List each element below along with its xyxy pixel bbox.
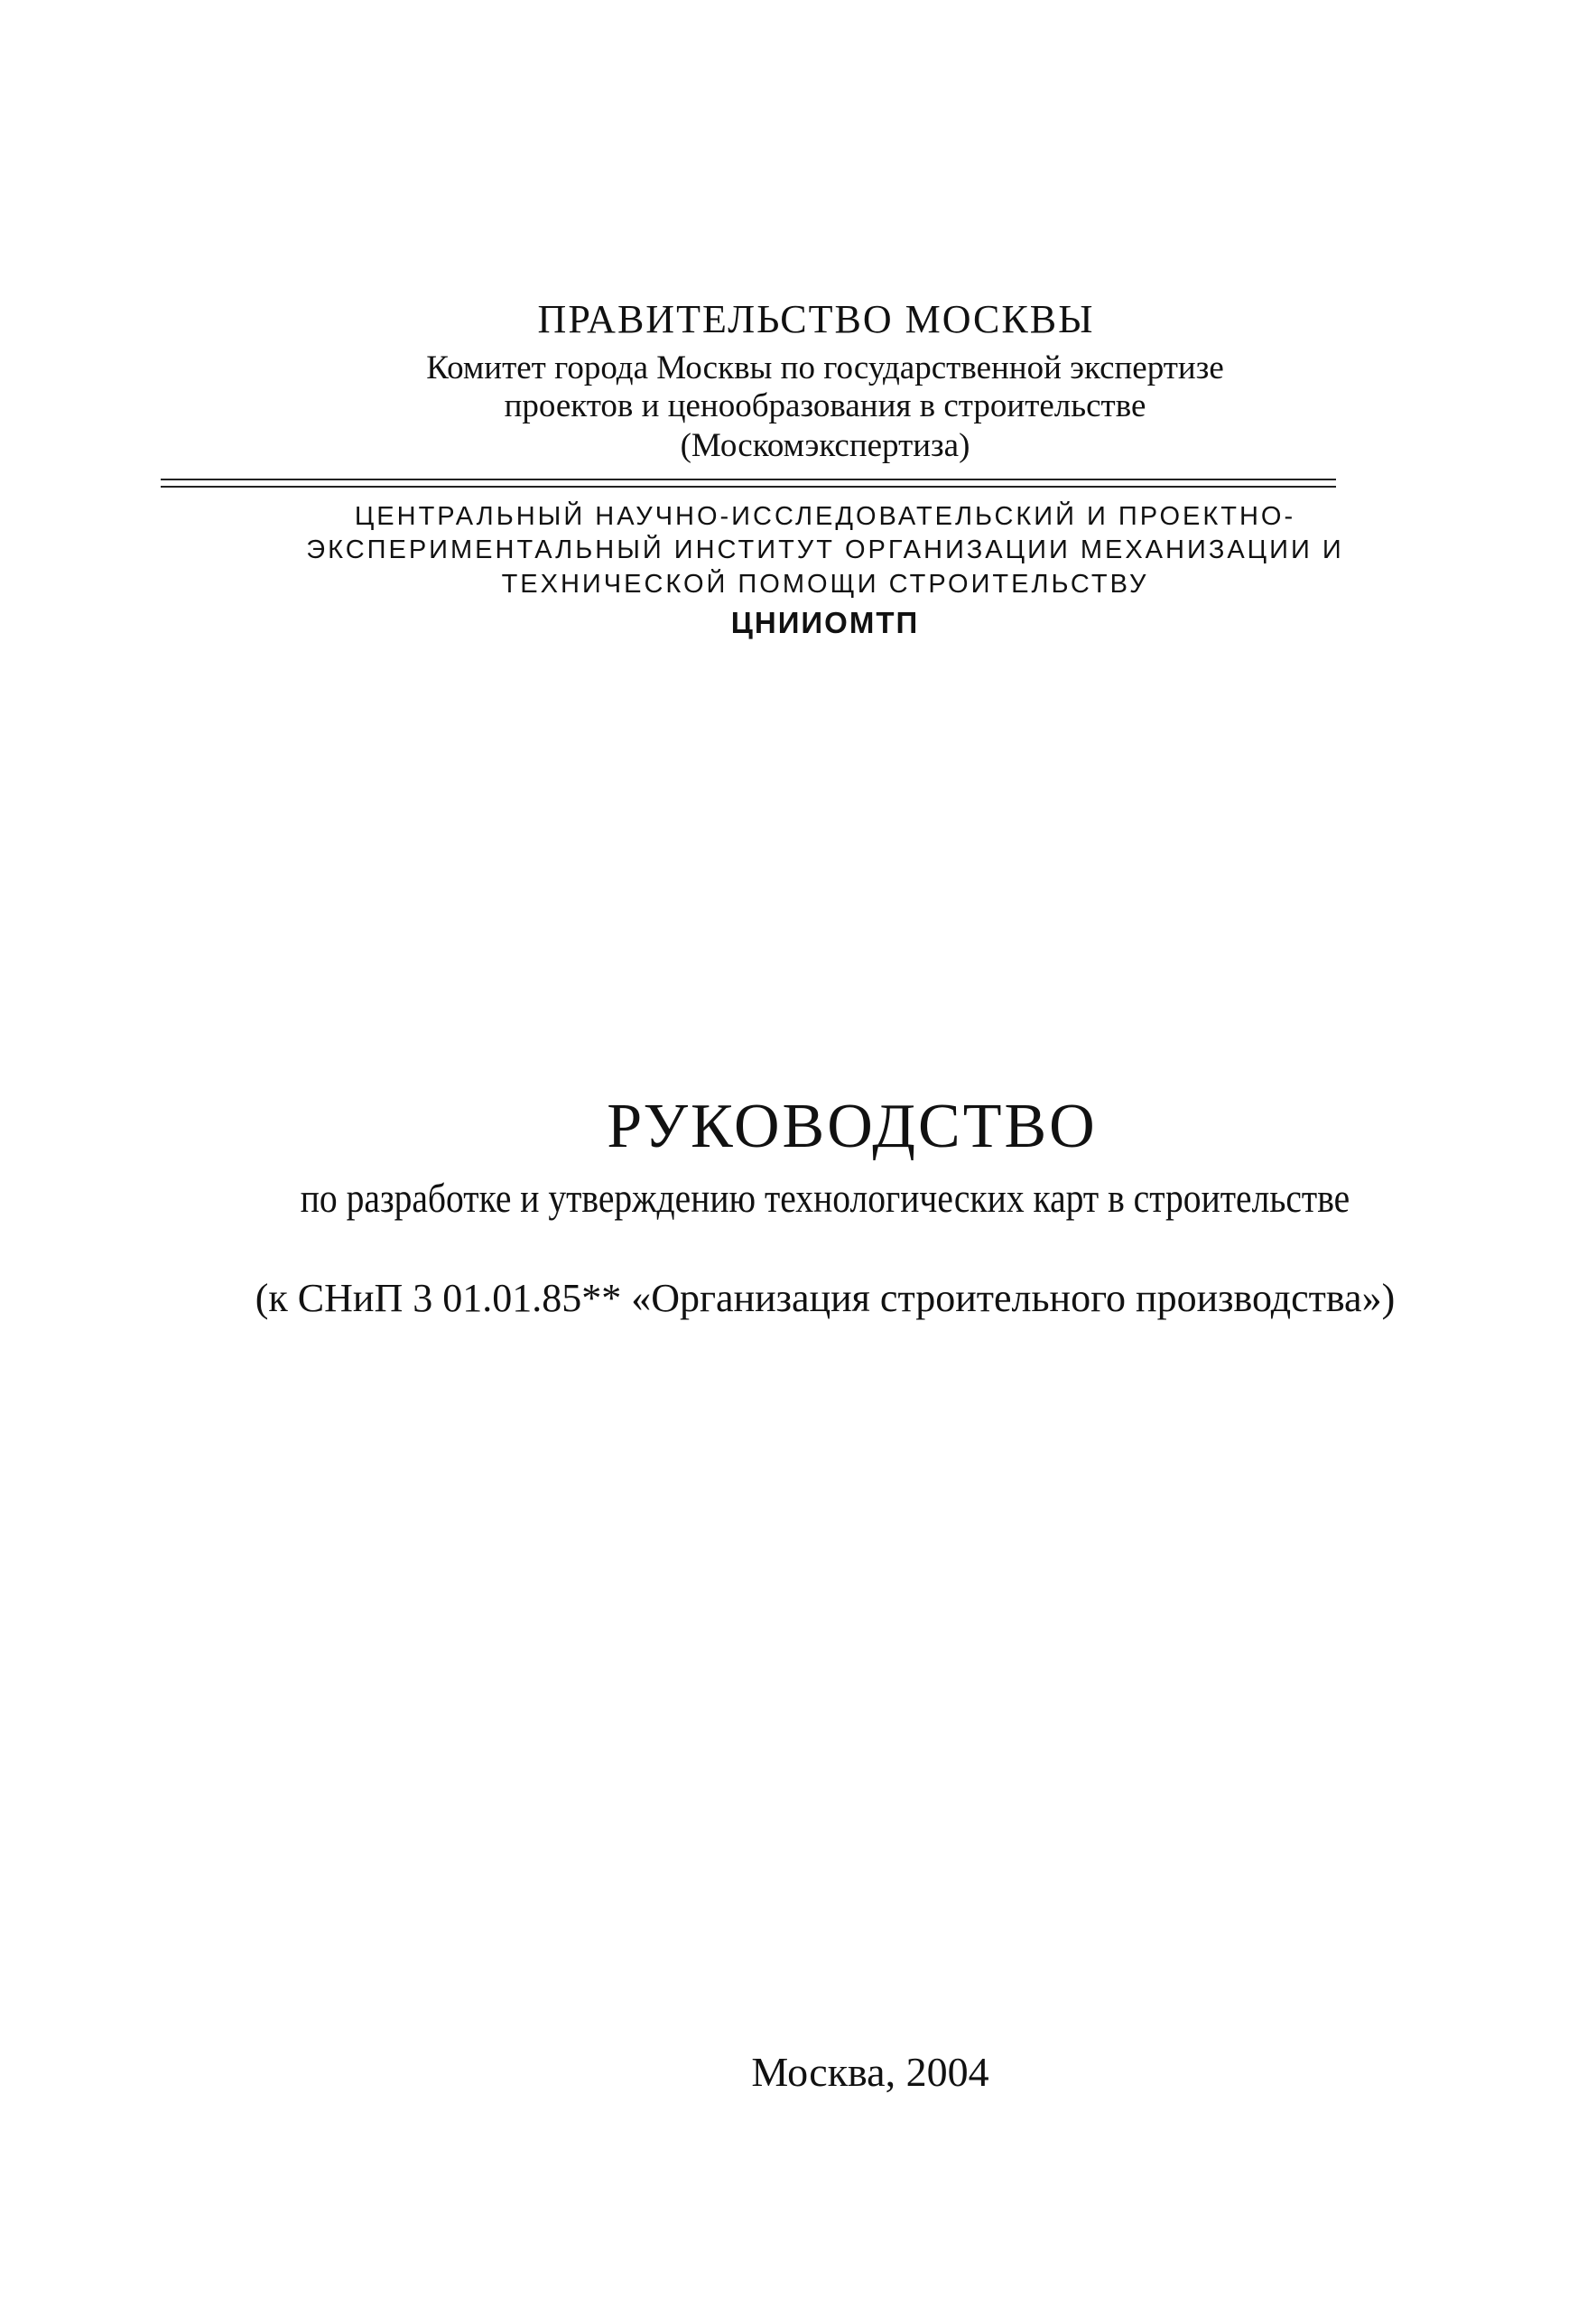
header-divider-top: [161, 479, 1336, 480]
header-divider-bottom: [161, 486, 1336, 488]
committee-short-name: (Москомэкспертиза): [680, 427, 970, 464]
document-title: РУКОВОДСТВО: [607, 1092, 1098, 1161]
committee-line-1: Комитет города Москвы по государственной экспертизе: [426, 349, 1224, 386]
government-title: ПРАВИТЕЛЬСТВО МОСКВЫ: [537, 297, 1095, 341]
committee-line-2: проектов и ценообразования в строительстве: [504, 387, 1146, 424]
institute-abbreviation: ЦНИИОМТП: [730, 606, 920, 639]
publication-city-year: Москва, 2004: [751, 2049, 989, 2095]
institute-line-1: ЦЕНТРАЛЬНЫЙ НАУЧНО-ИССЛЕДОВАТЕЛЬСКИЙ И ПРОЕКТНО-: [354, 502, 1296, 531]
document-reference: (к СНиП 3 01.01.85** «Организация строительного производства»): [255, 1276, 1396, 1320]
institute-line-3: ТЕХНИЧЕСКОЙ ПОМОЩИ СТРОИТЕЛЬСТВУ: [501, 570, 1149, 599]
document-subtitle: по разработке и утверждению технологических карт в строительстве: [300, 1175, 1350, 1221]
institute-line-2: ЭКСПЕРИМЕНТАЛЬНЫЙ ИНСТИТУТ ОРГАНИЗАЦИИ МЕХАНИЗАЦИИ И: [306, 535, 1344, 564]
